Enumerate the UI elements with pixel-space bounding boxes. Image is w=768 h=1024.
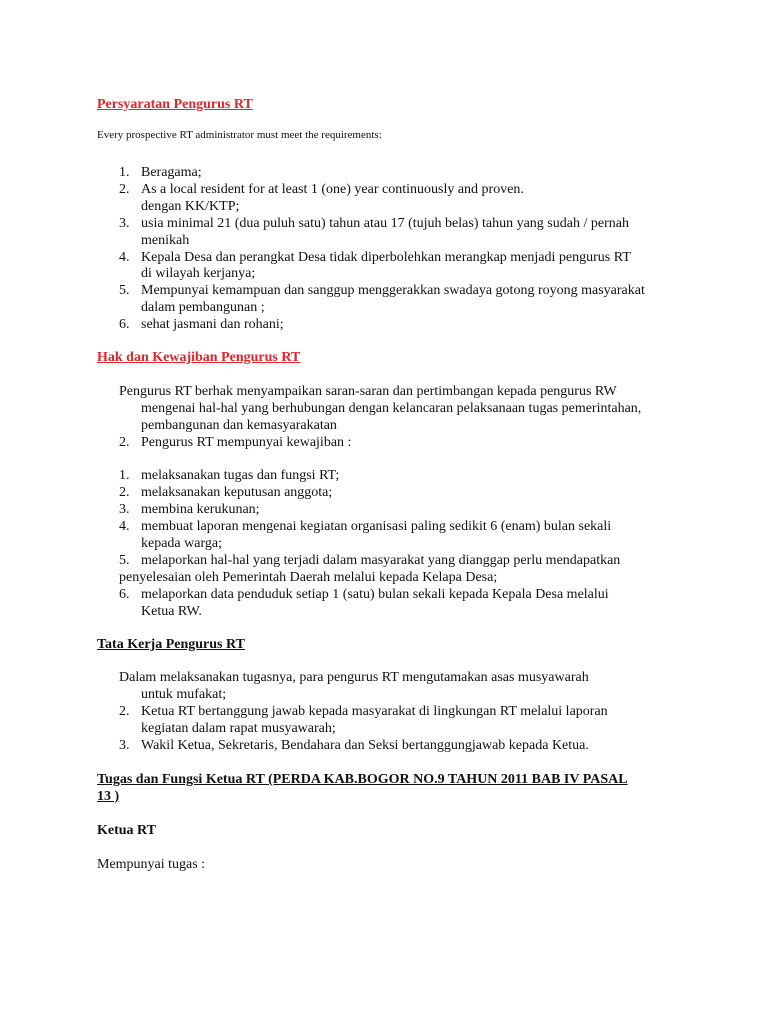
list-item: Pengurus RT mempunyai kewajiban : — [141, 435, 352, 450]
list-number: 4. — [119, 519, 130, 534]
tugas-text: Mempunyai tugas : — [97, 857, 206, 872]
section-title-tugas-line2: 13 ) — [97, 789, 120, 804]
list-item-continuation: penyelesaian oleh Pemerintah Daerah melalui kepada Kelapa Desa; — [119, 570, 498, 585]
paragraph-line: Dalam melaksanakan tugasnya, para pengurus RT mengutamakan asas musyawarah — [119, 670, 589, 685]
paragraph-line: mengenai hal-hal yang berhubungan dengan kelancaran pelaksanaan tugas pemerintahan, — [141, 401, 642, 416]
list-number: 5. — [119, 553, 130, 568]
section-title-persyaratan: Persyaratan Pengurus RT — [97, 97, 253, 112]
list-item: Beragama; — [141, 165, 202, 180]
section-title-hak: Hak dan Kewajiban Pengurus RT — [97, 350, 301, 365]
list-number: 2. — [119, 485, 130, 500]
list-item: Ketua RT bertanggung jawab kepada masyarakat di lingkungan RT melalui laporan — [141, 704, 608, 719]
subtitle-ketua-rt: Ketua RT — [97, 823, 157, 838]
paragraph-line: Pengurus RT berhak menyampaikan saran-saran dan pertimbangan kepada pengurus RW — [119, 384, 617, 399]
list-number: 2. — [119, 704, 130, 719]
section-title-tata-kerja: Tata Kerja Pengurus RT — [97, 637, 245, 652]
list-item: melaporkan data penduduk setiap 1 (satu) bulan sekali kepada Kepala Desa melalui — [141, 587, 609, 602]
list-item: As a local resident for at least 1 (one) year continuously and proven. — [141, 182, 524, 197]
list-number: 3. — [119, 502, 130, 517]
paragraph-line: pembangunan dan kemasyarakatan — [141, 418, 337, 433]
list-number: 1. — [119, 165, 130, 180]
list-item-continuation: kegiatan dalam rapat musyawarah; — [141, 721, 336, 736]
list-item: Kepala Desa dan perangkat Desa tidak diperbolehkan merangkap menjadi pengurus RT — [141, 250, 631, 265]
list-item: melaksanakan keputusan anggota; — [141, 485, 333, 500]
list-item: melaksanakan tugas dan fungsi RT; — [141, 468, 340, 483]
list-item-continuation: kepada warga; — [141, 536, 222, 551]
list-item: usia minimal 21 (dua puluh satu) tahun atau 17 (tujuh belas) tahun yang sudah / pernah — [141, 216, 629, 231]
section-title-tugas-line1: Tugas dan Fungsi Ketua RT (PERDA KAB.BOGOR NO.9 TAHUN 2011 BAB IV PASAL — [97, 772, 628, 787]
list-number: 3. — [119, 738, 130, 753]
list-item-continuation: di wilayah kerjanya; — [141, 266, 256, 281]
list-item: Wakil Ketua, Sekretaris, Bendahara dan Seksi bertanggungjawab kepada Ketua. — [141, 738, 589, 753]
list-item: sehat jasmani dan rohani; — [141, 317, 284, 332]
list-item: membuat laporan mengenai kegiatan organisasi paling sedikit 6 (enam) bulan sekali — [141, 519, 612, 534]
list-item-continuation: dalam pembangunan ; — [141, 300, 265, 315]
list-number: 2. — [119, 435, 130, 450]
list-number: 1. — [119, 468, 130, 483]
list-number: 5. — [119, 283, 130, 298]
list-number: 2. — [119, 182, 130, 197]
list-item-continuation: menikah — [141, 233, 190, 248]
list-item: Mempunyai kemampuan dan sanggup menggerakkan swadaya gotong royong masyarakat — [141, 283, 645, 298]
list-item: membina kerukunan; — [141, 502, 260, 517]
list-item: melaporkan hal-hal yang terjadi dalam masyarakat yang dianggap perlu mendapatkan — [141, 553, 621, 568]
list-item-continuation: Ketua RW. — [141, 604, 202, 619]
list-item-continuation: dengan KK/KTP; — [141, 199, 240, 214]
list-number: 6. — [119, 587, 130, 602]
paragraph-line: untuk mufakat; — [141, 687, 227, 702]
list-number: 6. — [119, 317, 130, 332]
list-number: 3. — [119, 216, 130, 231]
intro-text: Every prospective RT administrator must meet the requirements: — [97, 129, 382, 141]
list-number: 4. — [119, 250, 130, 265]
